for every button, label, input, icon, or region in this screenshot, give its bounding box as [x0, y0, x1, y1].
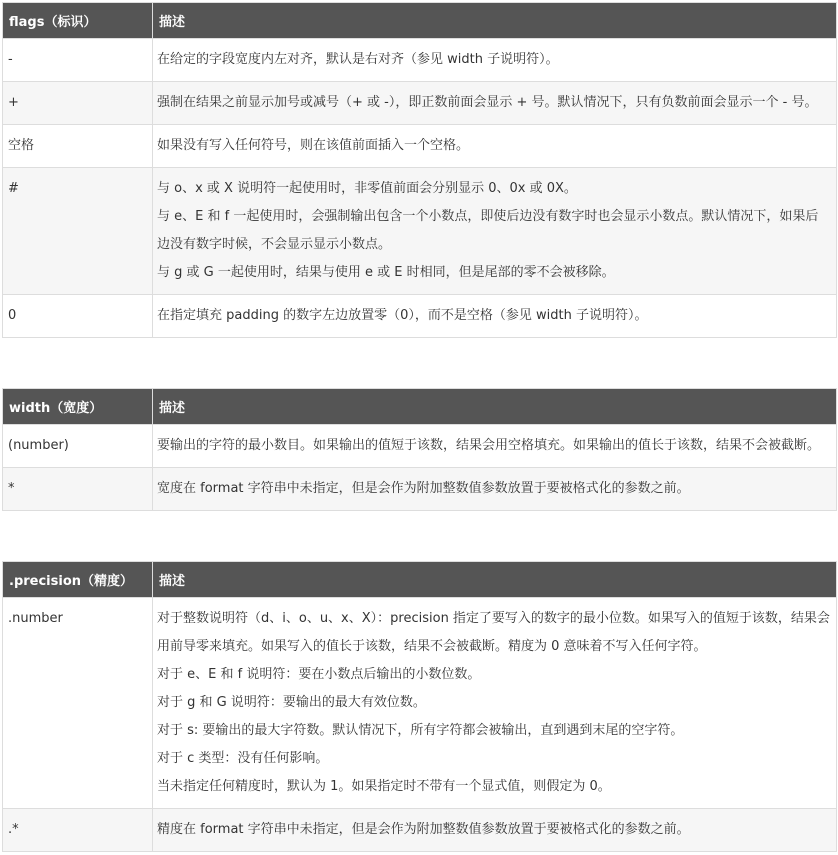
table-row: [3, 809, 837, 852]
width-description: 宽度在 format 字符串中未指定，但是会作为附加整数值参数放置于要被格式化的参数之前。: [157, 481, 690, 496]
width-description: 要输出的字符的最小数目。如果输出的值短于该数，结果会用空格填充。如果输出的值长于该数，结果不会被截断。: [157, 438, 821, 453]
flag-description-line: 与 g 或 G 一起使用时，结果与使用 e 或 E 时相同，但是尾部的零不会被移除。: [157, 265, 615, 280]
flag-description: 强制在结果之前显示加号或减号（+ 或 -），即正数前面会显示 + 号。默认情况下，只有负数前面会显示一个 - 号。: [157, 95, 818, 110]
width-key: (number): [8, 438, 69, 453]
table-row: [3, 82, 837, 125]
precision-description-line: 对于整数说明符（d、i、o、u、x、X）：precision 指定了要写入的数字的最小位数。如果写入的值短于该数，结果会用前导零来填充。如果写入的值长于该数，结果不会被截断。精度为 0 意味着不写入任何字符。: [157, 611, 830, 654]
precision-table-header: [3, 562, 837, 598]
table-row: [3, 39, 837, 82]
table-row: [3, 168, 837, 295]
width-table: [2, 388, 837, 511]
table-row: [3, 125, 837, 168]
width-column-header: width（宽度）: [3, 389, 153, 425]
table-row: [3, 468, 837, 511]
width-table-header: [3, 389, 837, 425]
flag-description-line: 与 o、x 或 X 说明符一起使用时，非零值前面会分别显示 0、0x 或 0X。: [157, 181, 577, 196]
table-row: [3, 295, 837, 338]
precision-description-header: 描述: [153, 562, 837, 598]
flag-key: +: [8, 95, 19, 110]
flag-key: #: [8, 181, 19, 196]
precision-column-header: .precision（精度）: [3, 562, 153, 598]
flags-table-header: [3, 3, 837, 39]
table-row: [3, 425, 837, 468]
flag-description: 在指定填充 padding 的数字左边放置零（0），而不是空格（参见 width 子说明符）。: [157, 308, 648, 323]
precision-description-line: 对于 e、E 和 f 说明符：要在小数点后输出的小数位数。: [157, 667, 481, 682]
precision-description-line: 当未指定任何精度时，默认为 1。如果指定时不带有一个显式值，则假定为 0。: [157, 779, 611, 794]
flag-key: -: [8, 52, 13, 67]
flag-description: 如果没有写入任何符号，则在该值前面插入一个空格。: [157, 138, 470, 153]
flags-column-header: flags（标识）: [3, 3, 153, 39]
width-description-header: 描述: [153, 389, 837, 425]
precision-key: .number: [8, 611, 63, 626]
flag-description-line: 与 e、E 和 f 一起使用时，会强制输出包含一个小数点，即使后边没有数字时也会显示小数点。默认情况下，如果后边没有数字时候，不会显示显示小数点。: [157, 209, 819, 252]
flag-key: 空格: [8, 138, 35, 153]
table-row: [3, 598, 837, 809]
precision-description-line: 对于 g 和 G 说明符：要输出的最大有效位数。: [157, 695, 426, 710]
precision-key: .*: [8, 822, 19, 837]
flag-key: 0: [8, 308, 17, 323]
flags-description-header: 描述: [153, 3, 837, 39]
precision-description: 精度在 format 字符串中未指定，但是会作为附加整数值参数放置于要被格式化的参数之前。: [157, 822, 690, 837]
width-key: *: [8, 481, 15, 496]
precision-description-line: 对于 s: 要输出的最大字符数。默认情况下，所有字符都会被输出，直到遇到末尾的空字符。: [157, 723, 684, 738]
flag-description: 在给定的字段宽度内左对齐，默认是右对齐（参见 width 子说明符）。: [157, 52, 559, 67]
flags-table: [2, 2, 837, 338]
precision-description-line: 对于 c 类型：没有任何影响。: [157, 751, 329, 766]
precision-table: [2, 561, 837, 852]
